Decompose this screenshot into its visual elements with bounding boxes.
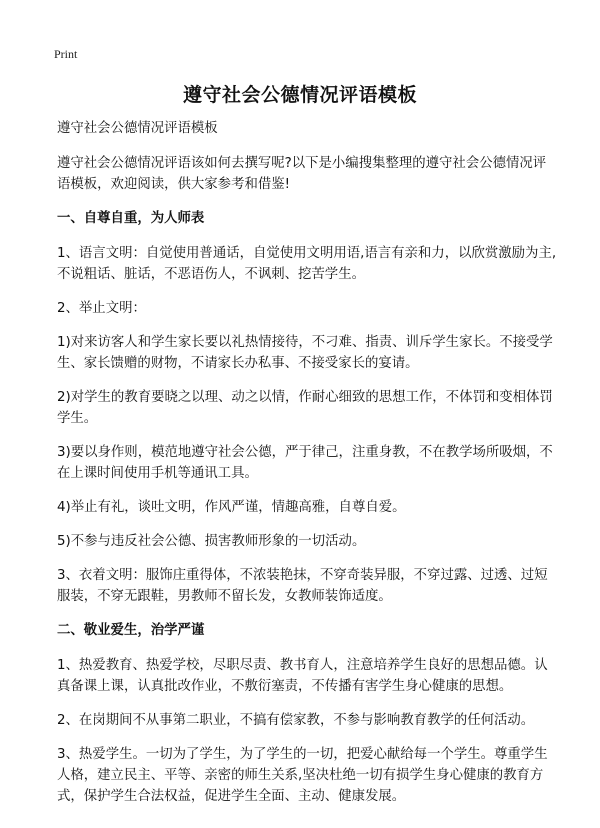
paragraph: 1、语言文明：自觉使用普通话，自觉使用文明用语,语言有亲和力，以欣赏激励为主,不说粗话、脏话，不恶语伤人，不讽刺、挖苦学生。 bbox=[57, 246, 557, 282]
page-title: 遵守社会公德情况评语模板 bbox=[182, 84, 417, 106]
section-heading: 二、敬业爱生，治学严谨 bbox=[57, 623, 205, 638]
paragraph: 5)不参与违反社会公德、损害教师形象的一切活动。 bbox=[57, 534, 366, 549]
paragraph: 1、热爱教育、热爱学校，尽职尽责、教书育人，注意培养学生良好的思想品德。认真备课上课，认真批改作业，不敷衍塞责，不传播有害学生身心健康的思想。 bbox=[57, 658, 548, 694]
paragraph: 3、衣着文明：服饰庄重得体，不浓装艳抹，不穿奇装异服，不穿过露、过透、过短服装，不穿无跟鞋，男教师不留长发，女教师装饰适度。 bbox=[57, 568, 548, 604]
paragraph: 2、在岗期间不从事第二职业，不搞有偿家教，不参与影响教育教学的任何活动。 bbox=[57, 713, 535, 728]
paragraph: 3)要以身作则，模范地遵守社会公德，严于律己，注重身教，不在教学场所吸烟，不在上课时间使用手机等通讯工具。 bbox=[57, 445, 553, 481]
print-link[interactable]: Print bbox=[54, 47, 78, 61]
subtitle: 遵守社会公德情况评语模板 bbox=[57, 121, 218, 136]
paragraph: 2、举止文明： bbox=[57, 301, 146, 316]
section-heading: 一、自尊自重，为人师表 bbox=[57, 211, 205, 226]
paragraph: 4)举止有礼，谈吐文明，作风严谨，情趣高雅，自尊自爱。 bbox=[57, 500, 406, 515]
intro-paragraph: 遵守社会公德情况评语该如何去撰写呢?以下是小编搜集整理的遵守社会公德情况评语模板，欢迎阅读，供大家参考和借鉴! bbox=[57, 156, 547, 192]
document-body bbox=[57, 118, 557, 820]
paragraph: 1)对来访客人和学生家长要以礼热情接待，不刁难、指责、训斥学生家长。不接受学生、家长馈赠的财物，不请家长办私事、不接受家长的宴请。 bbox=[57, 335, 553, 371]
paragraph: 2)对学生的教育要晓之以理、动之以情，作耐心细致的思想工作，不体罚和变相体罚学生。 bbox=[57, 390, 553, 426]
paragraph: 3、热爱学生。一切为了学生，为了学生的一切，把爱心献给每一个学生。尊重学生人格，建立民主、平等、亲密的师生关系,坚决杜绝一切有损学生身心健康的教育方式，保护学生合法权益，促进学生全面、主动、健康发展。 bbox=[57, 747, 548, 804]
